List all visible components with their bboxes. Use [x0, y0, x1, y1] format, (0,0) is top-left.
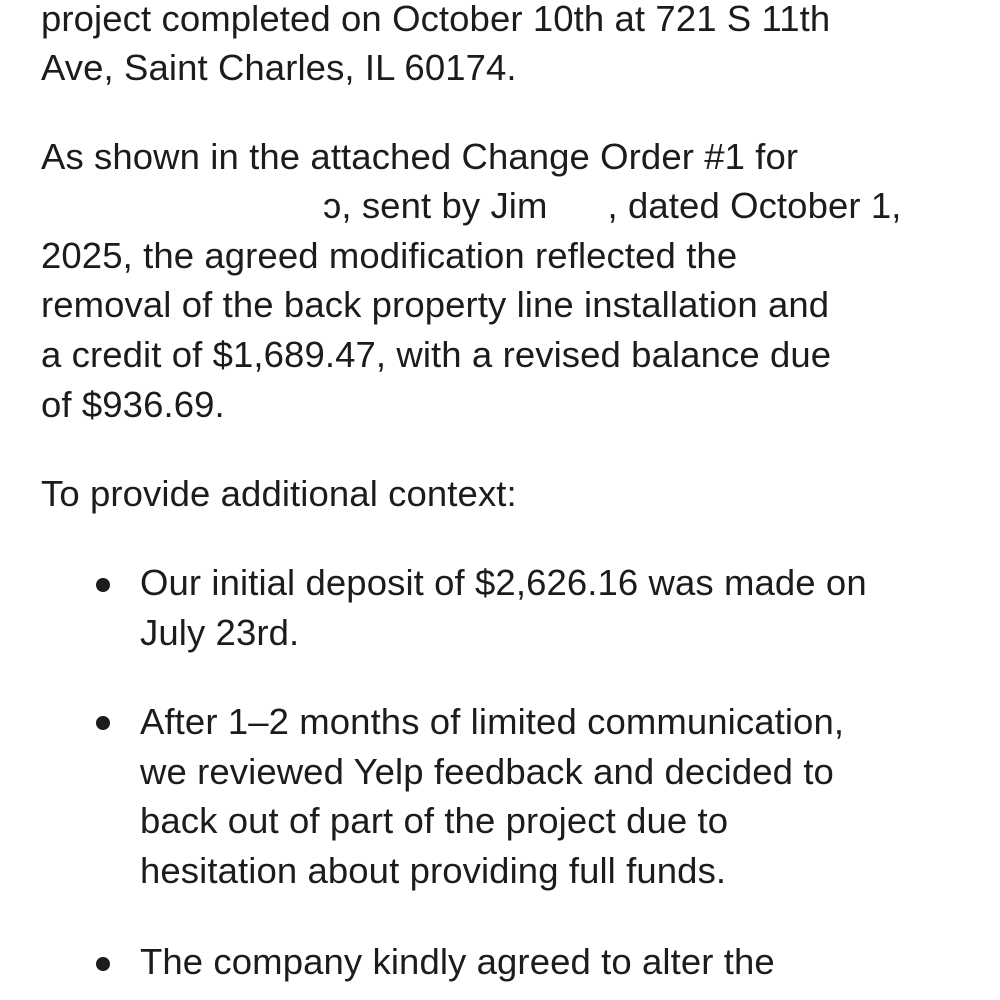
- bullet-2-line-1: After 1–2 months of limited communication,: [140, 701, 845, 742]
- paragraph-2-line-4: removal of the back property line installation and: [41, 284, 830, 325]
- bullet-2-line-2: we reviewed Yelp feedback and decided to: [140, 751, 834, 792]
- paragraph-2-line-2-tail: , dated October 1,: [607, 185, 902, 226]
- bullet-1-line-2: July 23rd.: [140, 612, 300, 653]
- paragraph-2-line-5: a credit of $1,689.47, with a revised balance due: [41, 334, 832, 375]
- bullet-2-line-3: back out of part of the project due to: [140, 800, 729, 841]
- paragraph-2-line-1: As shown in the attached Change Order #1 for: [41, 136, 799, 177]
- paragraph-1-line-1: project completed on October 10th at 721 S 11th: [41, 0, 831, 39]
- paragraph-2-line-3: 2025, the agreed modification reflected the: [41, 235, 738, 276]
- paragraph-3-line-1: To provide additional context:: [41, 473, 517, 514]
- bullet-point-icon: [96, 578, 110, 592]
- bullet-1-line-1: Our initial deposit of $2,626.16 was made on: [140, 562, 867, 603]
- paragraph-2-line-2: [41, 181, 902, 231]
- bullet-point-icon: [96, 716, 110, 730]
- paragraph-1-line-2: Ave, Saint Charles, IL 60174.: [41, 47, 517, 88]
- bullet-3-line-1: The company kindly agreed to alter the: [140, 941, 775, 982]
- bullet-point-icon: [96, 957, 110, 971]
- paragraph-2-line-2-visible: ɔ, sent by Jim: [323, 185, 548, 226]
- bullet-2-line-4: hesitation about providing full funds.: [140, 850, 727, 891]
- paragraph-2-line-6: of $936.69.: [41, 384, 225, 425]
